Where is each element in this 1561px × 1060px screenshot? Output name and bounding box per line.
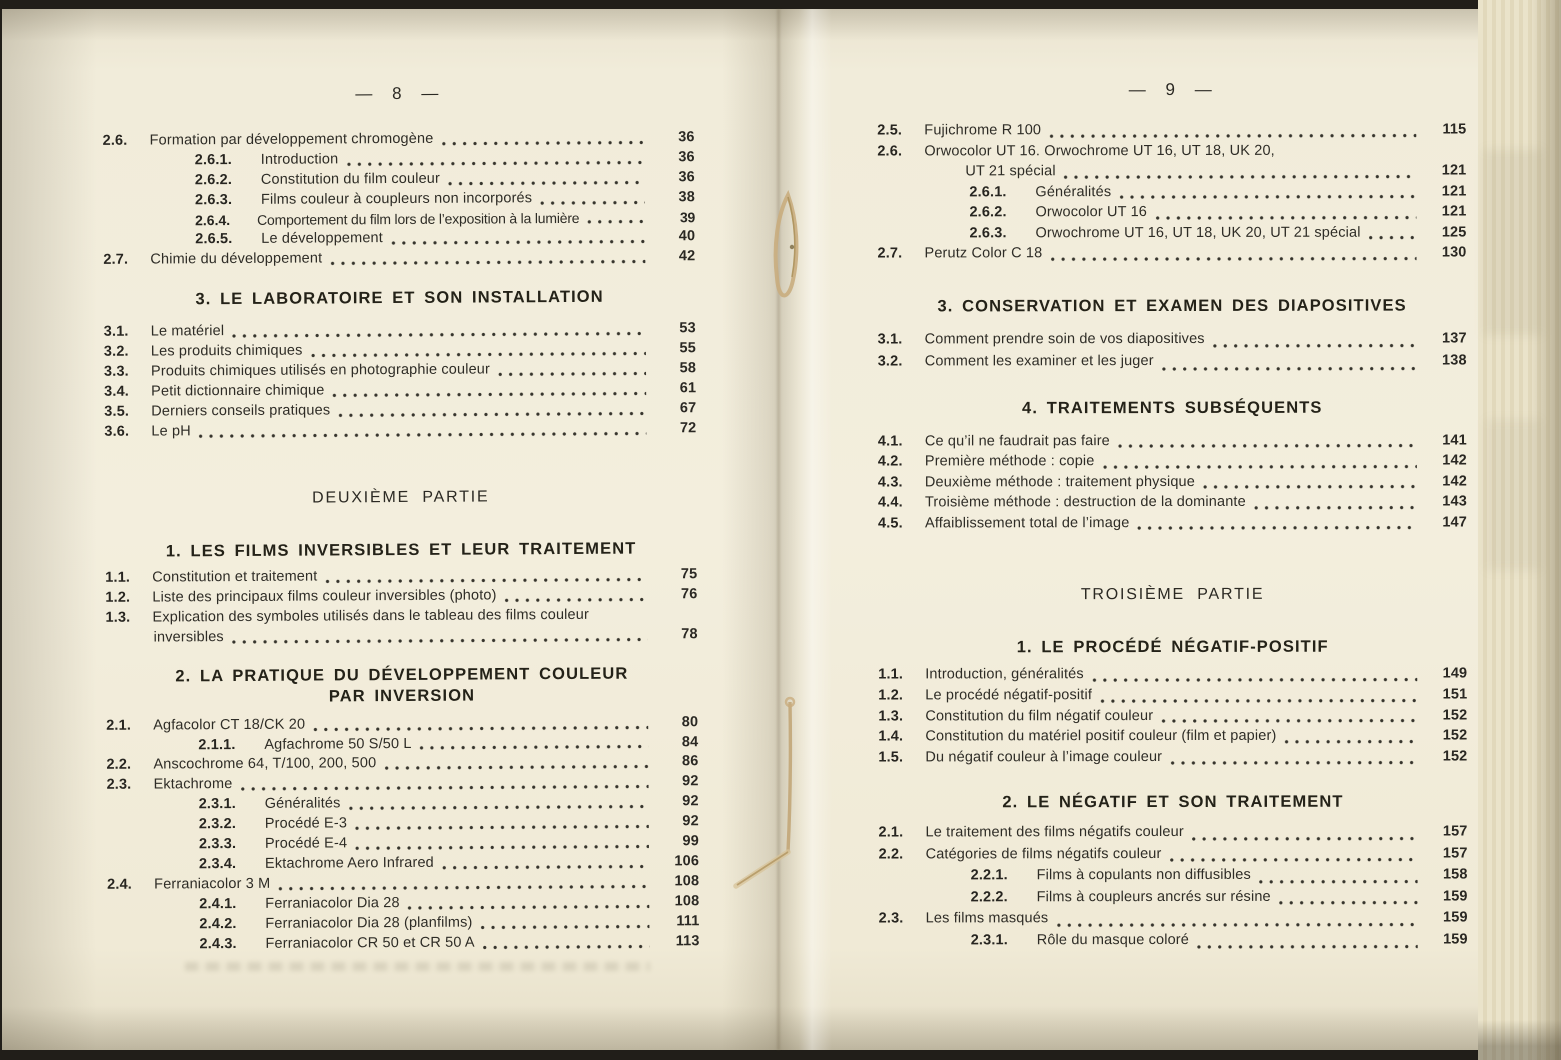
entry-page-number: 76 xyxy=(680,585,698,602)
entry-title: Comment les examiner et les juger xyxy=(924,353,1154,370)
toc-entry xyxy=(878,707,1467,729)
bleed-through-smudge xyxy=(1484,150,1542,335)
entry-title: Constitution et traitement xyxy=(152,568,318,586)
dot-leader xyxy=(199,430,647,439)
dot-leader xyxy=(325,576,647,584)
dot-leader xyxy=(348,804,648,812)
entry-title: Constitution du film couleur xyxy=(260,170,440,188)
rows-block xyxy=(877,121,1466,266)
toc-entry xyxy=(878,244,1467,266)
entry-page-number: 72 xyxy=(679,419,697,436)
part-title: DEUXIÈME PARTIE xyxy=(312,488,490,507)
entry-title: Généralités xyxy=(264,795,341,813)
entry-number: 2.4.2. xyxy=(199,915,237,933)
toc-entry xyxy=(878,514,1467,536)
dot-leader xyxy=(420,744,649,751)
entry-number: 2.6.2. xyxy=(194,171,233,189)
chapter-heading: 3. LE LABORATOIRE ET SON INSTALLATION xyxy=(195,287,604,309)
entry-title: Le développement xyxy=(261,230,383,248)
dot-leader xyxy=(384,764,648,772)
entry-page-number: 99 xyxy=(682,833,699,850)
entry-page-number: 108 xyxy=(674,873,700,890)
dot-leader xyxy=(587,219,645,225)
chapter-heading: 2. LE NÉGATIF ET SON TRAITEMENT xyxy=(1002,792,1344,812)
chapter-heading: 3. CONSERVATION ET EXAMEN DES DIAPOSITIVES xyxy=(937,296,1407,315)
toc-entry xyxy=(879,823,1468,846)
entry-title: Les films masqués xyxy=(925,910,1049,927)
toc-entry xyxy=(877,224,1466,246)
dot-leader xyxy=(1118,443,1417,450)
dot-leader xyxy=(1259,878,1418,884)
entry-page-number: 86 xyxy=(681,753,699,770)
entry-page-number: 108 xyxy=(674,893,700,910)
part-title: TROISIÈME PARTIE xyxy=(1080,585,1265,604)
entry-page-number: 159 xyxy=(1443,931,1468,948)
entry-number: 2.3.1. xyxy=(970,932,1008,949)
toc-entry xyxy=(879,910,1468,933)
entry-number: 2.1. xyxy=(106,717,132,734)
toc-entry xyxy=(879,931,1468,954)
entry-title: Introduction xyxy=(260,151,339,168)
part-block xyxy=(105,486,697,510)
dot-leader xyxy=(1161,718,1417,724)
entry-title: Orwocolor UT 16. Orwochrome UT 16, UT 18, UK 20, xyxy=(924,142,1275,159)
toc-entry xyxy=(879,867,1468,890)
entry-title: Ferraniacolor CR 50 et CR 50 A xyxy=(265,934,475,952)
entry-title: Ferraniacolor 3 M xyxy=(154,875,271,893)
dot-leader xyxy=(1100,697,1417,704)
entry-number: 2.6. xyxy=(877,142,903,160)
entry-number: 2.6.1. xyxy=(969,183,1007,200)
entry-number: 2.6.1. xyxy=(194,151,232,169)
dot-leader xyxy=(498,370,646,377)
entry-title: Procédé E-3 xyxy=(264,815,348,833)
entry-number: 2.3.4. xyxy=(198,856,237,873)
entry-title: Les produits chimiques xyxy=(150,342,303,360)
dot-leader xyxy=(1103,463,1417,470)
chapter-block xyxy=(105,538,698,650)
entry-title: Agfachrome 50 S/50 L xyxy=(264,735,412,753)
entry-page-number: 152 xyxy=(1442,748,1468,765)
toc-rows xyxy=(877,121,1466,266)
entry-title: Films couleur à coupleurs non incorporés xyxy=(260,189,533,208)
entry-title: Du négatif couleur à l’image couleur xyxy=(925,749,1163,766)
entry-page-number: 152 xyxy=(1442,707,1468,724)
dot-leader xyxy=(1050,255,1416,262)
toc-entry xyxy=(107,933,699,957)
entry-page-number: 61 xyxy=(679,380,697,397)
dot-leader xyxy=(232,331,646,340)
entry-number: 4.5. xyxy=(877,514,903,532)
page-number-header: — 8 — xyxy=(355,83,442,104)
entry-page-number: 115 xyxy=(1442,121,1467,138)
entry-number: 3.2. xyxy=(103,343,129,360)
entry-title: Agfacolor CT 18/CK 20 xyxy=(153,716,306,734)
entry-page-number: 121 xyxy=(1441,182,1467,200)
entry-number: 2.1.1. xyxy=(198,736,236,753)
chapter-heading: 4. TRAITEMENTS SUBSÉQUENTS xyxy=(1022,398,1323,417)
entry-page-number: 75 xyxy=(680,565,698,582)
entry-title: Généralités xyxy=(1035,183,1112,200)
entry-page-number: 36 xyxy=(678,168,695,186)
toc-entry xyxy=(103,249,695,273)
entry-number: 1.1. xyxy=(105,569,131,586)
entry-page-number: 159 xyxy=(1443,909,1468,926)
page-9 xyxy=(877,0,1468,1060)
entry-number: 3.2. xyxy=(877,353,903,370)
entry-page-number: 121 xyxy=(1441,203,1467,220)
entry-title: Le procédé négatif-positif xyxy=(925,686,1093,704)
entry-page-number: 92 xyxy=(682,813,699,830)
dot-leader xyxy=(448,179,645,186)
dot-leader xyxy=(1049,132,1416,139)
dot-leader xyxy=(346,159,644,167)
entry-title: Chimie du développement xyxy=(150,250,323,268)
toc-entry xyxy=(878,473,1467,495)
entry-title: Comment prendre soin de vos diapositives xyxy=(924,330,1205,347)
entry-number: 2.2. xyxy=(106,757,132,774)
entry-page-number: 53 xyxy=(679,320,696,337)
entry-number: 2.3.3. xyxy=(198,836,237,853)
chapter-heading: 1. LE PROCÉDÉ NÉGATIF-POSITIF xyxy=(1016,637,1329,657)
dot-leader xyxy=(1092,676,1417,683)
entry-number: 2.7. xyxy=(103,252,129,269)
entry-number: 3.5. xyxy=(104,403,130,420)
toc-entry xyxy=(878,665,1467,687)
chapter-block xyxy=(878,636,1467,770)
entry-title: Affaiblissement total de l’image xyxy=(924,514,1130,531)
dot-leader xyxy=(232,636,648,645)
entry-page-number: 141 xyxy=(1442,431,1467,449)
dot-leader xyxy=(1197,943,1418,949)
entry-title: Constitution du matériel positif couleur (film et papier) xyxy=(925,728,1277,745)
toc-entry xyxy=(877,162,1466,184)
entry-number: 1.4. xyxy=(878,728,904,745)
toc-entry xyxy=(877,183,1466,205)
toc-rows xyxy=(879,823,1468,954)
entry-number: 2.7. xyxy=(877,245,903,262)
entry-number: 3.4. xyxy=(104,383,129,400)
entry-page-number: 149 xyxy=(1442,665,1468,682)
entry-page-number: 111 xyxy=(676,913,700,930)
entry-title: Explication des symboles utilisés dans le tableau des films couleur xyxy=(152,606,589,626)
entry-number: 3.3. xyxy=(103,363,129,380)
toc-rows xyxy=(106,714,699,957)
entry-title: Rôle du masque coloré xyxy=(1036,931,1189,949)
entry-page-number: 158 xyxy=(1442,866,1468,883)
dot-leader xyxy=(240,784,648,792)
dot-leader xyxy=(1056,922,1417,929)
entry-page-number: 152 xyxy=(1442,727,1468,744)
entry-page-number: 142 xyxy=(1442,472,1467,490)
entry-title: Films à copulants non diffusibles xyxy=(1036,867,1251,884)
dot-leader xyxy=(330,259,645,267)
dot-leader xyxy=(1170,760,1417,766)
toc-entry xyxy=(878,452,1467,474)
toc-entry xyxy=(878,330,1467,354)
entry-title: Derniers conseils pratiques xyxy=(151,402,331,420)
chapter-block xyxy=(878,295,1467,376)
entry-title: Anscochrome 64, T/100, 200, 500 xyxy=(153,755,377,773)
dot-leader xyxy=(1369,235,1417,241)
entry-title: Ferraniacolor Dia 28 xyxy=(265,895,400,912)
toc-column xyxy=(877,121,1467,954)
dot-leader xyxy=(1284,739,1417,745)
toc-entry xyxy=(878,493,1467,515)
dot-leader xyxy=(1279,900,1418,906)
toc-entry xyxy=(877,121,1466,143)
entry-page-number: 92 xyxy=(682,773,699,790)
dot-leader xyxy=(338,410,646,418)
chapter-block xyxy=(878,397,1467,536)
dot-leader xyxy=(1192,835,1418,841)
dot-leader xyxy=(1162,365,1417,371)
chapter-heading: 1. LES FILMS INVERSIBLES ET LEUR TRAITEMENT xyxy=(165,539,637,561)
entry-number: 2.3. xyxy=(878,910,904,927)
dot-leader xyxy=(391,239,645,247)
dot-leader xyxy=(442,864,649,871)
toc-rows xyxy=(103,129,696,272)
entry-page-number: 137 xyxy=(1441,329,1467,347)
entry-page-number: 42 xyxy=(678,248,696,265)
entry-title: Catégories de films négatifs couleur xyxy=(925,845,1162,863)
dot-leader xyxy=(540,199,645,206)
entry-number: 2.2.1. xyxy=(970,867,1008,884)
entry-number: 2.6. xyxy=(102,132,128,149)
entry-title: Orwocolor UT 16 xyxy=(1035,204,1148,221)
entry-title: Produits chimiques utilisés en photographie couleur xyxy=(150,361,491,380)
entry-title: Comportement du film lors de l’exposition à la lumière xyxy=(257,209,580,228)
entry-title: Petit dictionnaire chimique xyxy=(151,382,325,400)
entry-page-number: 142 xyxy=(1442,452,1467,469)
entry-title: Ektachrome Aero Infrared xyxy=(264,854,434,872)
toc-column xyxy=(103,129,700,956)
entry-number: 1.3. xyxy=(878,708,904,725)
entry-page-number: 125 xyxy=(1441,223,1467,241)
dot-leader xyxy=(408,903,650,910)
dot-leader xyxy=(1137,525,1417,531)
chapter-block xyxy=(878,791,1467,954)
toc-entry xyxy=(878,432,1467,454)
dot-leader xyxy=(505,596,648,603)
entry-number: 2.6.4. xyxy=(195,211,231,228)
entry-number: 2.3.2. xyxy=(198,816,237,833)
entry-page-number: 55 xyxy=(679,340,696,357)
entry-title: Constitution du film négatif couleur xyxy=(925,707,1154,725)
entry-page-number: 147 xyxy=(1442,513,1468,531)
entry-page-number: 39 xyxy=(679,208,696,225)
entry-title: UT 21 spécial xyxy=(965,163,1056,180)
page-8 xyxy=(102,0,700,1060)
entry-page-number: 67 xyxy=(679,399,697,417)
binding-thread xyxy=(700,150,830,930)
entry-title: Le matériel xyxy=(150,323,225,340)
entry-number: 1.3. xyxy=(105,609,131,626)
dot-leader xyxy=(311,351,646,359)
dot-leader xyxy=(1155,214,1416,220)
entry-title: Deuxième méthode : traitement physique xyxy=(924,473,1196,490)
entry-number: 3.1. xyxy=(103,323,129,341)
dot-leader xyxy=(278,884,649,892)
entry-page-number: 38 xyxy=(678,188,696,205)
entry-number: 2.4.3. xyxy=(199,935,237,953)
entry-number: 2.3. xyxy=(106,777,132,794)
entry-title: Films à coupleurs ancrés sur résine xyxy=(1036,888,1271,906)
entry-page-number: 84 xyxy=(681,733,699,750)
entry-number: 2.4.1. xyxy=(199,896,237,913)
entry-page-number: 151 xyxy=(1442,686,1468,703)
entry-title: Liste des principaux films couleur inversibles (photo) xyxy=(152,586,497,606)
dot-leader xyxy=(332,390,646,398)
toc-entry xyxy=(104,420,696,444)
entry-number: 2.1. xyxy=(878,824,904,841)
toc-rows xyxy=(878,665,1467,770)
entry-title: Le traitement des films négatifs couleur xyxy=(925,823,1184,841)
toc-entry xyxy=(877,203,1466,225)
dot-leader xyxy=(480,923,649,930)
entry-page-number: 36 xyxy=(678,129,695,146)
entry-number: 2.3.1. xyxy=(198,796,236,813)
entry-page-number: 157 xyxy=(1442,845,1468,862)
entry-title: Troisième méthode : destruction de la dominante xyxy=(924,493,1246,511)
left-edge-shadow xyxy=(2,9,97,1050)
toc-entry xyxy=(879,888,1468,911)
dot-leader xyxy=(1254,504,1417,510)
chapter-heading-line2: PAR INVERSION xyxy=(328,686,476,706)
toc-rows xyxy=(878,330,1467,376)
dot-leader xyxy=(1213,343,1417,349)
entry-number: 4.4. xyxy=(877,494,903,511)
entry-title: Ferraniacolor Dia 28 (planfilms) xyxy=(265,914,473,932)
toc-entry xyxy=(878,728,1467,750)
entry-number: 2.2.2. xyxy=(970,889,1008,906)
entry-number: 2.6.3. xyxy=(969,224,1007,241)
entry-number: 1.5. xyxy=(878,749,904,766)
entry-number: 3.6. xyxy=(104,423,130,440)
entry-title: Ce qu’il ne faudrait pas faire xyxy=(924,432,1110,449)
toc-entry xyxy=(878,686,1467,708)
entry-page-number: 92 xyxy=(682,793,699,810)
dot-leader xyxy=(1203,484,1417,490)
entry-title: Introduction, généralités xyxy=(925,666,1084,683)
entry-page-number: 58 xyxy=(679,360,697,377)
entry-page-number: 157 xyxy=(1442,823,1468,840)
dot-leader xyxy=(483,943,650,950)
page-number-header: — 9 — xyxy=(1128,79,1215,100)
entry-page-number: 113 xyxy=(675,933,700,950)
entry-number: 2.2. xyxy=(878,846,904,863)
entry-page-number: 138 xyxy=(1442,352,1467,369)
entry-number: 2.6.5. xyxy=(195,231,233,248)
toc-entry xyxy=(879,845,1468,868)
toc-rows xyxy=(878,432,1467,536)
entry-page-number: 121 xyxy=(1441,162,1467,179)
entry-page-number: 106 xyxy=(674,853,700,870)
toc-entry xyxy=(878,352,1467,376)
chapter-block xyxy=(104,286,697,443)
entry-number: 2.6.2. xyxy=(969,204,1007,221)
entry-number: 4.1. xyxy=(877,432,903,450)
entry-title: Orwochrome UT 16, UT 18, UK 20, UT 21 spécial xyxy=(1035,224,1361,241)
entry-page-number: 78 xyxy=(681,625,698,642)
entry-title: Le pH xyxy=(151,422,191,440)
entry-number: 2.4. xyxy=(107,876,133,893)
entry-title: Fujichrome R 100 xyxy=(924,122,1042,139)
entry-page-number: 143 xyxy=(1442,493,1467,510)
entry-title: Première méthode : copie xyxy=(924,453,1095,470)
entry-page-number: 159 xyxy=(1442,888,1468,905)
toc-entry xyxy=(106,626,698,650)
bleed-through-smudge xyxy=(1486,420,1540,570)
entry-title: Ektachrome xyxy=(153,776,233,793)
rows-block xyxy=(103,129,696,272)
entry-page-number: 36 xyxy=(678,149,695,166)
dot-leader xyxy=(1064,173,1417,180)
chapter-block xyxy=(106,663,700,957)
entry-number: 1.2. xyxy=(105,589,131,606)
dot-leader xyxy=(355,824,649,832)
toc-rows xyxy=(105,566,697,650)
entry-title: inversibles xyxy=(153,628,224,646)
dot-leader xyxy=(1119,194,1416,201)
toc-rows xyxy=(104,320,697,443)
entry-number: 3.1. xyxy=(877,330,903,348)
entry-number: 4.3. xyxy=(877,473,903,491)
entry-title: Formation par développement chromogène xyxy=(149,130,434,149)
entry-page-number: 80 xyxy=(681,713,699,730)
part-block xyxy=(878,584,1467,605)
entry-number: 4.2. xyxy=(877,453,903,470)
entry-page-number: 40 xyxy=(678,228,696,245)
entry-title: Perutz Color C 18 xyxy=(924,245,1043,262)
dot-leader xyxy=(1169,857,1417,863)
toc-entry xyxy=(878,749,1467,771)
entry-number: 2.6.3. xyxy=(194,191,233,208)
dot-leader xyxy=(355,844,649,852)
dot-leader xyxy=(441,139,644,146)
entry-number: 1.2. xyxy=(878,687,904,704)
entry-page-number: 130 xyxy=(1441,244,1467,261)
entry-title: Procédé E-4 xyxy=(264,835,348,853)
entry-number: 2.5. xyxy=(877,122,903,139)
chapter-heading: 2. LA PRATIQUE DU DÉVELOPPEMENT COULEUR xyxy=(175,664,629,685)
toc-entry xyxy=(877,142,1466,164)
entry-number: 1.1. xyxy=(878,666,904,683)
dot-leader xyxy=(313,724,648,732)
